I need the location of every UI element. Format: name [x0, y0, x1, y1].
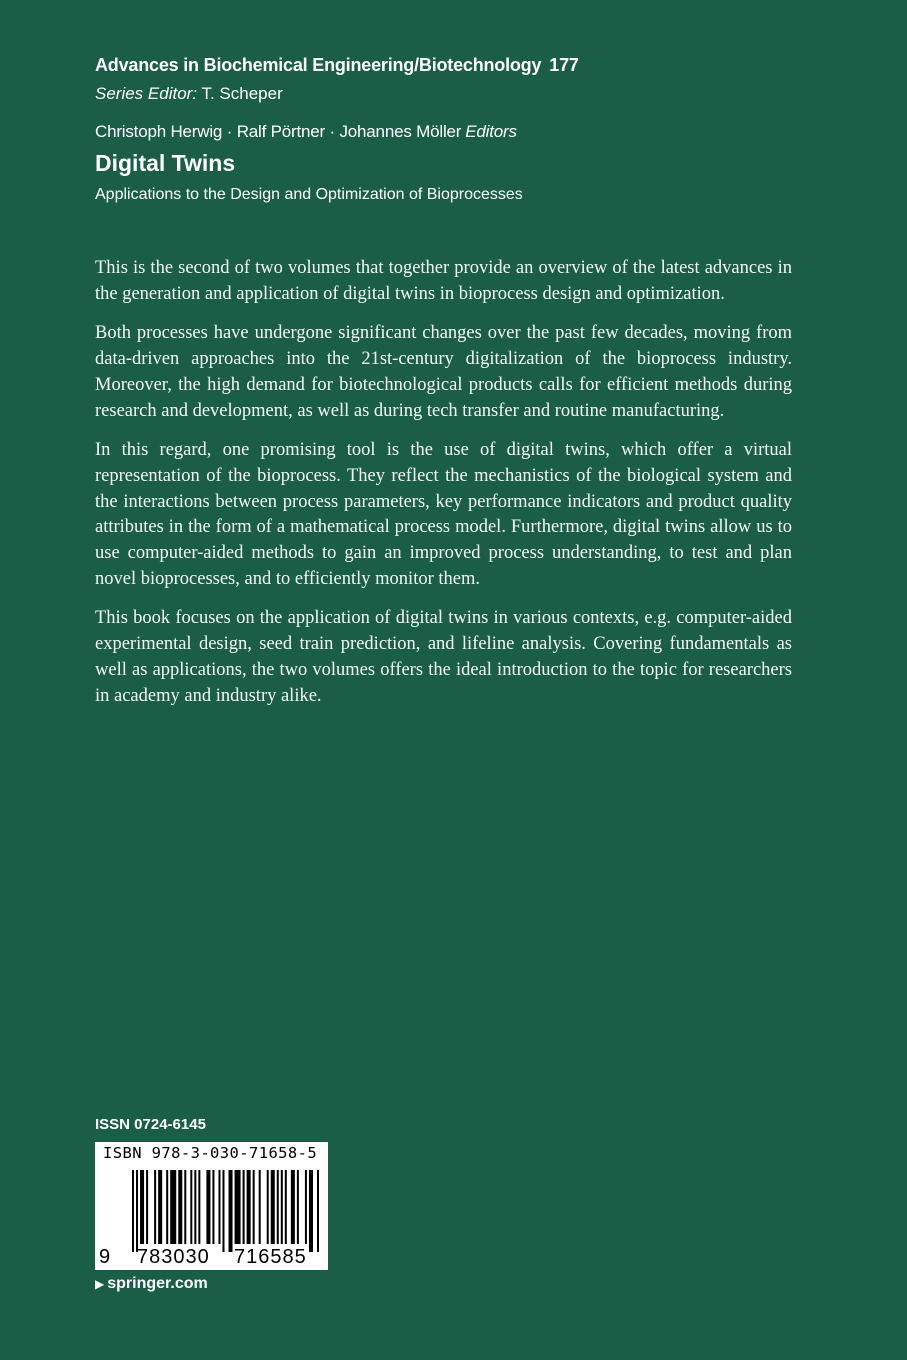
- barcode-bar: [206, 1170, 210, 1244]
- barcode-bar: [317, 1170, 319, 1252]
- publisher-link[interactable]: [95, 1275, 208, 1293]
- barcode-bar: [218, 1170, 220, 1244]
- barcode-bar: [146, 1170, 148, 1244]
- triangle-right-icon: ▶: [95, 1277, 105, 1291]
- barcode-bar: [253, 1170, 255, 1244]
- barcode-bar: [309, 1170, 313, 1252]
- barcode-bar: [229, 1170, 233, 1252]
- barcode-bar: [291, 1170, 295, 1244]
- blurb-paragraph: This book focuses on the application of digital twins in various contexts, e.g. computer-aided experimental design, seed train prediction, and lifeline analysis. Covering fundamentals as well as applications, the two volumes offers the ideal introduction to the topic for researchers in academy and industry alike.: [95, 608, 792, 706]
- blurb-paragraph: Both processes have undergone significant changes over the past few decades, moving from data-driven approaches into the 21st-century digitalization of the bioprocess industry. Moreover, the high demand for biotechnological products calls for efficient methods during research and development, as well as during tech transfer and routine manufacturing.: [95, 323, 792, 421]
- blurb-paragraph: This is the second of two volumes that together provide an overview of the latest advances in the generation and application of digital twins in bioprocess design and optimization.: [95, 258, 792, 304]
- barcode-bar: [178, 1170, 182, 1244]
- barcode-digit-first: 9: [99, 1246, 111, 1268]
- isbn-barcode: [95, 1142, 328, 1270]
- book-editors: [95, 122, 517, 142]
- series-name: Advances in Biochemical Engineering/Biotechnology: [95, 55, 542, 75]
- barcode-bar: [259, 1170, 261, 1244]
- barcode-bar: [132, 1170, 134, 1252]
- series-editor-label: Series Editor:: [95, 84, 198, 103]
- publisher-url: springer.com: [107, 1275, 208, 1292]
- barcode-bar: [194, 1170, 196, 1244]
- barcode-digits-right: 716585: [234, 1246, 307, 1268]
- barcode-bar: [267, 1170, 269, 1244]
- barcode-bar: [184, 1170, 186, 1244]
- issn: ISSN 0724-6145: [95, 1116, 206, 1133]
- barcode-bar: [154, 1170, 156, 1244]
- series-volume: 177: [549, 55, 579, 75]
- book-subtitle: Applications to the Design and Optimization of Bioprocesses: [95, 186, 523, 203]
- barcode-bar: [243, 1170, 245, 1244]
- barcode-bar: [166, 1170, 168, 1244]
- blurb-paragraph: In this regard, one promising tool is the use of digital twins, which offer a virtual representation of the bioprocess. They reflect the mechanistics of the biological system and the interactions between process parameters, key performance indicators and product quality attributes in the form of a mathematical process model. Furthermore, digital twins allow us to use computer-aided methods to gain an improved process understanding, to test and plan novel bioprocesses, and to efficiently monitor them.: [95, 440, 792, 589]
- editors-names: Christoph Herwig · Ralf Pörtner · Johannes Möller: [95, 122, 462, 141]
- barcode-bar: [285, 1170, 287, 1244]
- barcode-bar: [222, 1170, 224, 1252]
- isbn-label: ISBN 978-3-030-71658-5: [103, 1144, 318, 1162]
- barcode-bar: [271, 1170, 275, 1244]
- series-title: [95, 55, 579, 76]
- barcode-bar: [235, 1170, 241, 1244]
- barcode-bar: [212, 1170, 214, 1244]
- barcode-digits-left: 783030: [137, 1246, 210, 1268]
- barcode-bar: [140, 1170, 144, 1244]
- barcode-bar: [190, 1170, 192, 1244]
- barcode-bar: [277, 1170, 279, 1244]
- barcode-bar: [158, 1170, 162, 1244]
- barcode-bar: [305, 1170, 307, 1244]
- barcode-bar: [297, 1170, 299, 1244]
- blurb: [95, 256, 792, 723]
- barcode-bar: [247, 1170, 251, 1244]
- barcode-bars: [132, 1170, 319, 1252]
- barcode-bar: [170, 1170, 176, 1244]
- series-editor: [95, 84, 283, 104]
- book-title: Digital Twins: [95, 150, 236, 176]
- barcode-bar: [136, 1170, 138, 1252]
- series-editor-name: T. Scheper: [201, 84, 283, 103]
- barcode-bar: [281, 1170, 283, 1244]
- editors-role: Editors: [465, 122, 517, 141]
- barcode-bar: [198, 1170, 200, 1244]
